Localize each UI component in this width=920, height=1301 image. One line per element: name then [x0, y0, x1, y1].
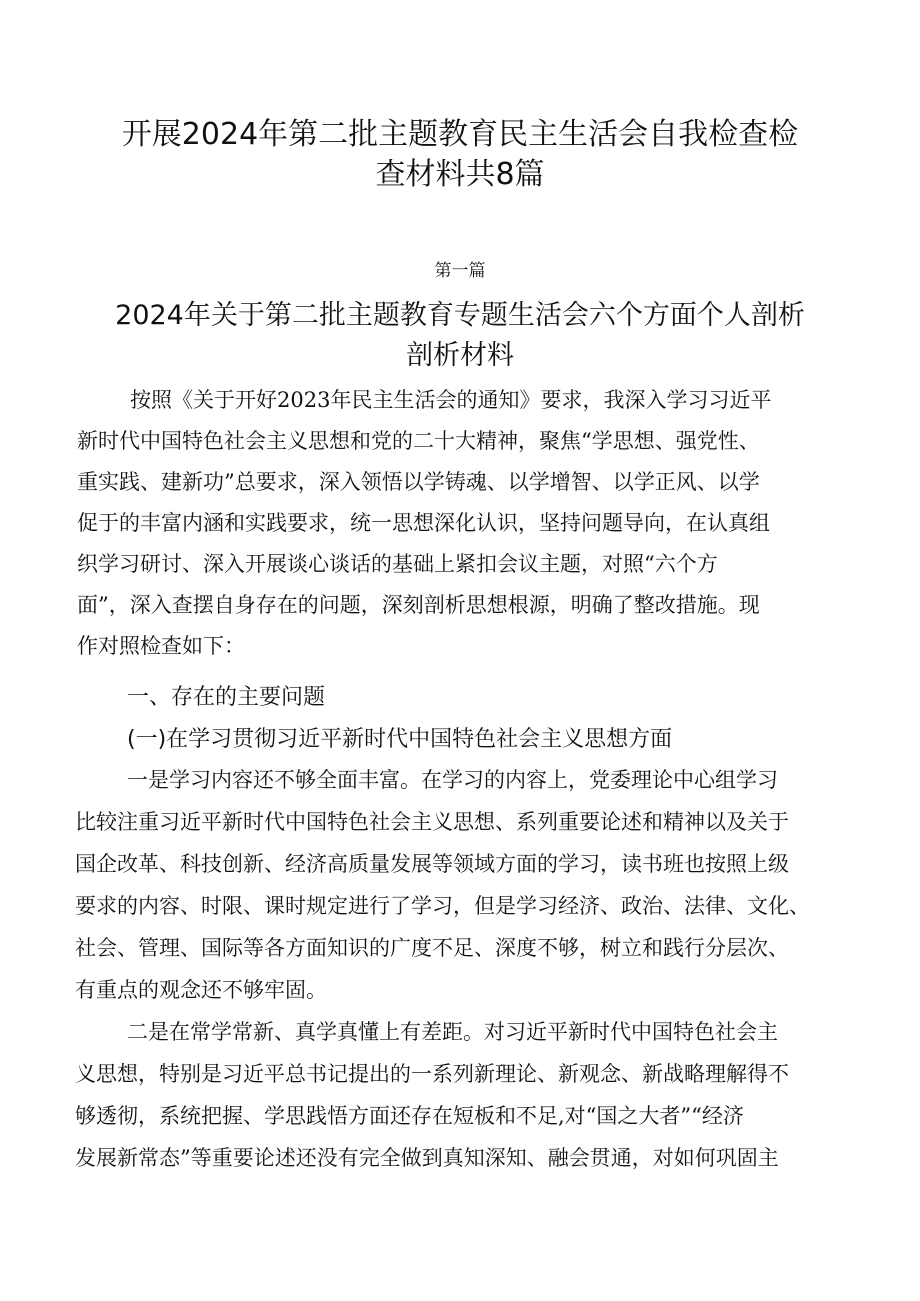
paragraph-line: 作对照检查如下： — [77, 634, 245, 658]
paragraph-line: 二是在常学常新、真学真懂上有差距。对习近平新时代中国特色社会主 — [127, 1020, 778, 1044]
paragraph-line: 国企改革、科技创新、经济高质量发展等领域方面的学习，读书班也按照上级 — [75, 852, 789, 876]
paragraph-line: 比较注重习近平新时代中国特色社会主义思想、系列重要论述和精神以及关于 — [75, 810, 789, 834]
paragraph-line: 社会、管理、国际等各方面知识的广度不足、深度不够，树立和践行分层次、 — [75, 936, 789, 960]
document-title-line-2: 查材料共8篇 — [375, 157, 545, 192]
paragraph-line: 促于的丰富内涵和实践要求，统一思想深化认识，坚持问题导向，在认真组 — [77, 511, 770, 535]
paragraph-line: 重实践、建新功”总要求，深入领悟以学铸魂、以学增智、以学正风、以学 — [77, 470, 760, 494]
paragraph-line: 按照《关于开好2023年民主生活会的通知》要求，我深入学习习近平 — [130, 388, 772, 412]
paragraph-line: 织学习研讨、深入开展谈心谈话的基础上紧扣会议主题，对照“六个方 — [77, 552, 718, 576]
paragraph-line: 面”，深入查摆自身存在的问题，深刻剖析思想根源，明确了整改措施。现 — [77, 593, 760, 617]
paragraph-line: 一是学习内容还不够全面丰富。在学习的内容上，党委理论中心组学习 — [127, 768, 778, 792]
document-title-line-1: 开展2024年第二批主题教育民主生活会自我检查检 — [121, 117, 799, 152]
paragraph-line: 发展新常态”等重要论述还没有完全做到真知深知、融会贯通，对如何巩固主 — [75, 1146, 779, 1170]
article-title-line-2: 剖析材料 — [406, 340, 514, 371]
subsection-heading: (一)在学习贯彻习近平新时代中国特色社会主义思想方面 — [127, 727, 673, 752]
paragraph-line: 新时代中国特色社会主义思想和党的二十大精神，聚焦“学思想、强党性、 — [77, 429, 760, 453]
paragraph-line: 义思想，特别是习近平总书记提出的一系列新理论、新观念、新战略理解得不 — [75, 1062, 789, 1086]
article-title-line-1: 2024年关于第二批主题教育专题生活会六个方面个人剖析 — [115, 300, 805, 331]
paragraph-line: 要求的内容、时限、课时规定进行了学习，但是学习经济、政治、法律、文化、 — [75, 894, 810, 918]
paragraph-line: 够透彻，系统把握、学思践悟方面还存在短板和不足,对“国之大者”“经济 — [75, 1104, 744, 1128]
section-label: 第一篇 — [434, 261, 486, 281]
paragraph-line: 有重点的观念还不够牢固。 — [75, 978, 327, 1002]
section-heading: 一、存在的主要问题 — [127, 685, 326, 710]
